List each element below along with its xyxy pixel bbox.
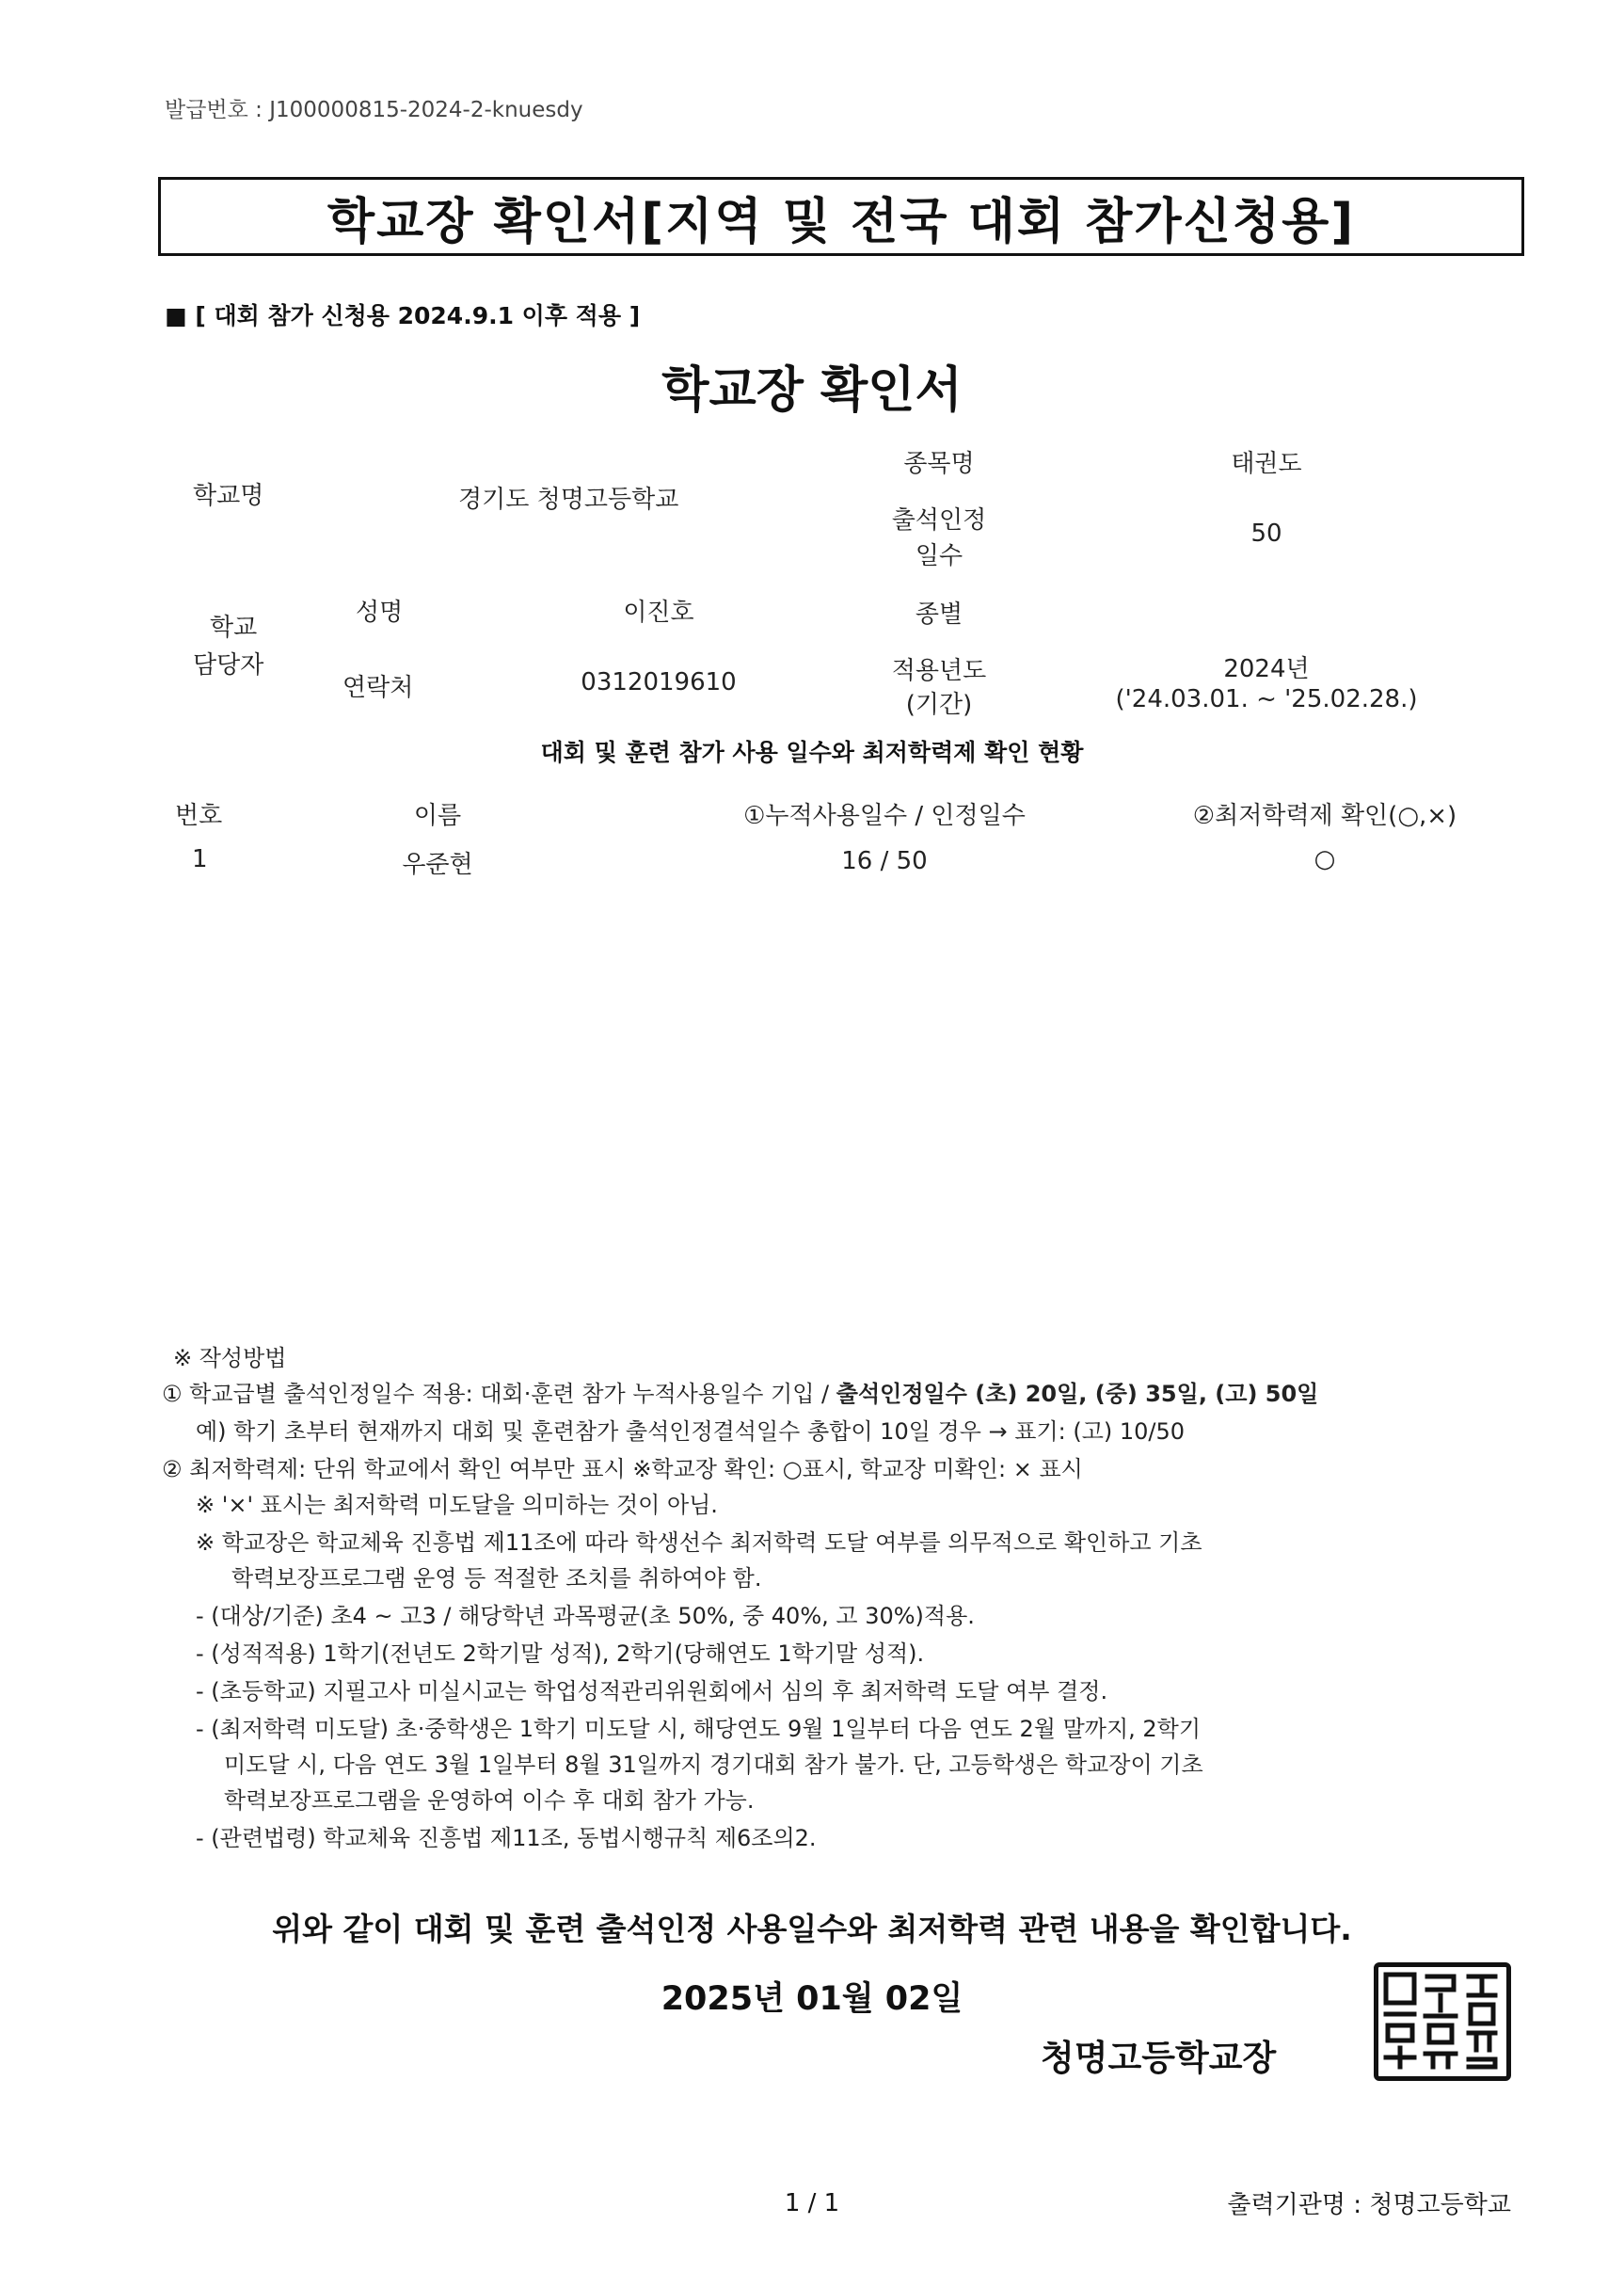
notice: ■ [ 대회 참가 신청용 2024.9.1 이후 적용 ] <box>165 302 641 329</box>
instruction-line-1 <box>162 1376 1318 1412</box>
seal-icon <box>1378 1967 1506 2076</box>
attend-value: 50 <box>1250 520 1282 548</box>
row-name: 우준현 <box>402 851 473 879</box>
instruction-line-5: ※ 학교장은 학교체육 진흥법 제11조에 따라 학생선수 최저학력 도달 여부를 의무적으로 확인하고 기초 <box>196 1529 1202 1556</box>
row-no: 1 <box>192 845 208 873</box>
event-label: 종목명 <box>903 450 975 478</box>
principal-name: 청명고등학교장 <box>1041 2038 1277 2078</box>
year-label-2: (기간) <box>905 691 973 719</box>
instruction-line-4: ※ '×' 표시는 최저학력 미도달을 의미하는 것이 아님. <box>196 1492 718 1518</box>
form-title: 학교장 확인서 <box>661 362 963 419</box>
instruction-line-10: - (최저학력 미도달) 초·중학생은 1학기 미도달 시, 해당연도 9월 1일부터 다음 연도 2월 말까지, 2학기 <box>196 1716 1202 1742</box>
year-value-2: ('24.03.01. ~ '25.02.28.) <box>1115 685 1418 713</box>
instruction-line-12: 학력보장프로그램을 운영하여 이수 후 대회 참가 가능. <box>224 1787 755 1814</box>
confirmation-text: 위와 같이 대회 및 훈련 출석인정 사용일수와 최저학력 관련 내용을 확인합니다. <box>272 1911 1352 1947</box>
name-label: 성명 <box>356 599 404 627</box>
staff-label-2: 담당자 <box>193 651 264 680</box>
event-value: 태권도 <box>1231 450 1302 478</box>
instruction-line-9: - (초등학교) 지필고사 미실시교는 학업성적관리위원회에서 심의 후 최저학력 도달 여부 결정. <box>196 1678 1108 1704</box>
header-title-box <box>158 177 1524 256</box>
year-value-1: 2024년 <box>1223 655 1310 683</box>
instruction-line-3: ② 최저학력제: 단위 학교에서 확인 여부만 표시 ※학교장 확인: ○표시, 학교장 미확인: × 표시 <box>162 1456 1083 1482</box>
contact-value: 0312019610 <box>581 668 737 696</box>
header-title: 학교장 확인서[지역 및 전국 대회 참가신청용] <box>326 193 1356 250</box>
gender-label: 종별 <box>915 600 963 629</box>
name-value: 이진호 <box>623 599 694 627</box>
instruction-line-6: 학력보장프로그램 운영 등 적절한 조치를 취하여야 함. <box>231 1565 762 1592</box>
instruction-line-8: - (성적적용) 1학기(전년도 2학기말 성적), 2학기(당해연도 1학기말 성적). <box>196 1640 925 1667</box>
row-days: 16 / 50 <box>841 847 928 875</box>
contact-label: 연락처 <box>342 674 414 702</box>
year-label-1: 적용년도 <box>891 657 987 685</box>
issue-number: 발급번호 : J100000815-2024-2-knuesdy <box>165 98 583 122</box>
issue-date: 2025년 01월 02일 <box>661 1980 963 2018</box>
instruction-line-7: - (대상/기준) 초4 ~ 고3 / 해당학년 과목평균(초 50%, 중 40%, 고 30%)적용. <box>196 1603 975 1629</box>
school-value: 경기도 청명고등학교 <box>458 486 679 514</box>
section-title: 대회 및 훈련 참가 사용 일수와 최저학력제 확인 현황 <box>540 739 1084 766</box>
instructions-heading: ※ 작성방법 <box>173 1345 287 1371</box>
table-header-check: ②최저학력제 확인(○,×) <box>1192 802 1457 830</box>
staff-label-1: 학교 <box>210 614 258 642</box>
instruction-line-13: - (관련법령) 학교체육 진흥법 제11조, 동법시행규칙 제6조의2. <box>196 1825 817 1851</box>
attend-label-1: 출석인정 <box>891 506 987 535</box>
row-check: ○ <box>1314 845 1336 873</box>
instruction-line-1a: ① 학교급별 출석인정일수 적용: 대회·훈련 참가 누적사용일수 기입 / <box>162 1381 836 1407</box>
table-header-days: ①누적사용일수 / 인정일수 <box>743 802 1026 830</box>
table-header-no: 번호 <box>175 802 223 830</box>
instruction-line-1b: 출석인정일수 (초) 20일, (중) 35일, (고) 50일 <box>836 1381 1319 1407</box>
instruction-line-11: 미도달 시, 다음 연도 3월 1일부터 8월 31일까지 경기대회 참가 불가. 단, 고등학생은 학교장이 기초 <box>224 1752 1203 1778</box>
official-seal <box>1374 1962 1511 2081</box>
page-number: 1 / 1 <box>784 2189 840 2217</box>
instruction-line-2: 예) 학기 초부터 현재까지 대회 및 훈련참가 출석인정결석일수 총합이 10일 경우 → 표기: (고) 10/50 <box>196 1418 1186 1445</box>
table-header-name: 이름 <box>413 802 462 830</box>
attend-label-2: 일수 <box>915 542 963 570</box>
printed-by: 출력기관명 : 청명고등학교 <box>1227 2191 1511 2219</box>
school-label: 학교명 <box>193 482 264 510</box>
